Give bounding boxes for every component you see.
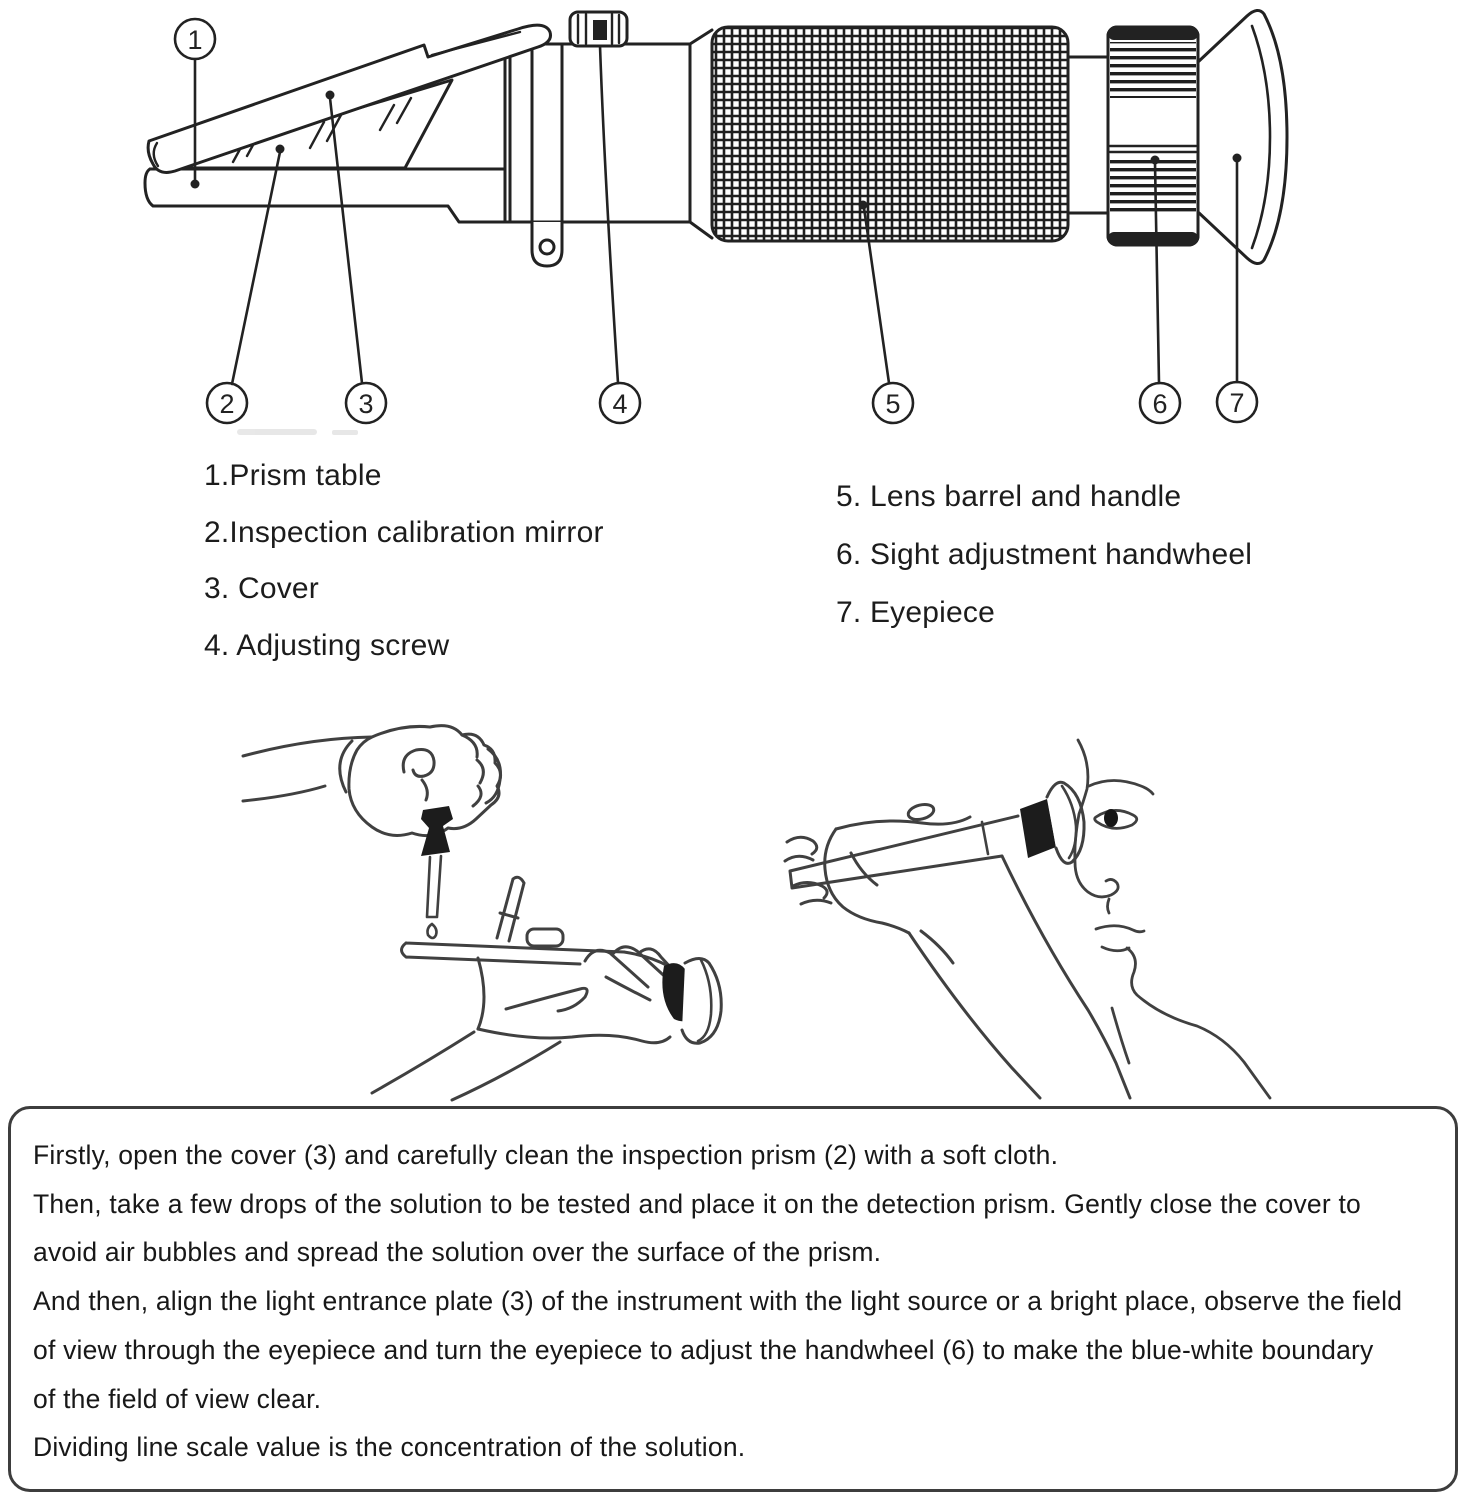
print-smudge (237, 429, 358, 435)
forearm-front (909, 933, 1040, 1098)
part-label-2: 2.Inspection calibration mirror (204, 516, 604, 549)
chin-jaw-neck (1127, 948, 1270, 1098)
face-profile (1075, 740, 1270, 1098)
solution-drop (428, 924, 437, 938)
instruction-line-6: of the field of view clear. (33, 1383, 322, 1414)
forearm-back (1002, 856, 1130, 1098)
adjusting-knob (907, 802, 936, 822)
dropper-tube (427, 856, 441, 917)
lens-barrel (712, 27, 1068, 241)
part-label-6: 6. Sight adjustment handwheel (836, 538, 1253, 571)
instruction-line-2: Then, take a few drops of the solution to be tested and place it on the detection prism. Gently close the cover to (33, 1188, 1361, 1219)
instruction-line-3: avoid air bubbles and spread the solution over the surface of the prism. (33, 1237, 882, 1268)
mouth (1096, 926, 1144, 932)
prism-table (145, 169, 505, 222)
index-finger (836, 817, 970, 829)
callout-5-number: 5 (885, 389, 901, 419)
instruction-line-7: Dividing line scale value is the concentration of the solution. (33, 1432, 746, 1463)
instructions-text (33, 1131, 1453, 1472)
palm-bottom (478, 1029, 670, 1043)
palm-crease (851, 853, 877, 885)
instruction-line-4: And then, align the light entrance plate (3) of the instrument with the light source or a bright place, observe the field (33, 1286, 1403, 1317)
callout-2 (207, 145, 285, 424)
callout-4-number: 4 (612, 389, 628, 419)
barrel-taper (690, 30, 712, 238)
philtrum (1108, 899, 1110, 913)
refractometer-diagram (145, 10, 1287, 435)
callout-1-number: 1 (187, 25, 203, 55)
callout-7-number: 7 (1229, 388, 1245, 418)
part-label-5: 5. Lens barrel and handle (836, 480, 1182, 513)
part-label-3: 3. Cover (204, 572, 319, 605)
eyepiece-bell (682, 959, 721, 1044)
barrel-neck (1068, 57, 1108, 213)
usage-figure-viewing (785, 740, 1270, 1098)
pupil (1104, 809, 1118, 827)
callout-6-number: 6 (1152, 389, 1168, 419)
instruction-line-5: of view through the eyepiece and turn the eyepiece to adjust the handwheel (6) to make the blue-white boundary (33, 1334, 1374, 1365)
forearm-bottom (243, 786, 325, 801)
open-cover-flap (497, 877, 524, 941)
lower-lip (1102, 947, 1129, 951)
part-label-7: 7. Eyepiece (836, 596, 995, 629)
sight-adjustment-handwheel (1108, 27, 1198, 245)
neck-front (1112, 1008, 1129, 1063)
callout-2-number: 2 (219, 389, 235, 419)
callout-3-number: 3 (358, 389, 374, 419)
eyebrow (1089, 781, 1153, 795)
part-label-1: 1.Prism table (204, 459, 382, 492)
part-label-4: 4. Adjusting screw (204, 629, 450, 662)
eyepiece (1198, 10, 1287, 263)
hinge-tab (527, 929, 563, 946)
hand-edge (478, 958, 484, 1029)
instruction-line-1: Firstly, open the cover (3) and carefully clean the inspection prism (2) with a soft cloth. (33, 1140, 1059, 1170)
main-housing (505, 44, 690, 266)
usage-figure-dropper (243, 726, 721, 1100)
thumb (506, 988, 587, 1011)
adjusting-screw (570, 12, 627, 46)
supporting-forearm (372, 1032, 560, 1100)
